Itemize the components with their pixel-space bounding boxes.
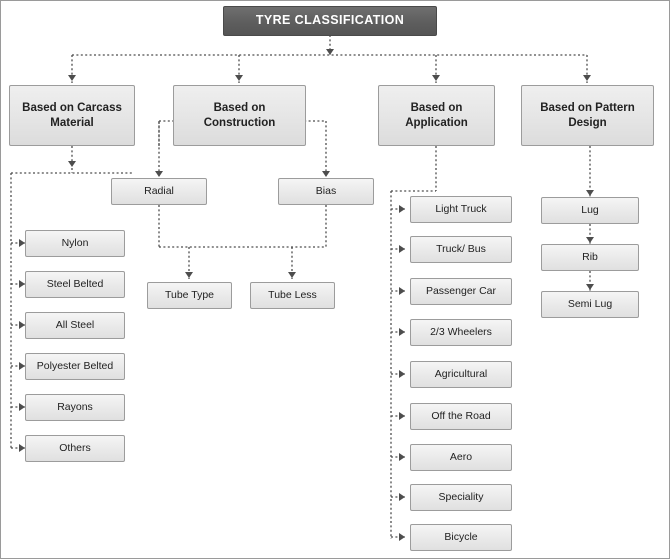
arrow-icon [322, 171, 330, 177]
arrow-icon [399, 412, 405, 420]
leaf-radial[interactable]: Radial [111, 178, 207, 205]
arrow-icon [235, 75, 243, 81]
leaf-lug[interactable]: Lug [541, 197, 639, 224]
category-application[interactable]: Based on Application [378, 85, 495, 146]
leaf-tube-less[interactable]: Tube Less [250, 282, 335, 309]
category-carcass-material[interactable]: Based on Carcass Material [9, 85, 135, 146]
leaf-rib[interactable]: Rib [541, 244, 639, 271]
arrow-icon [586, 237, 594, 243]
arrow-icon [586, 284, 594, 290]
diagram-title: TYRE CLASSIFICATION [223, 6, 437, 36]
arrow-icon [399, 328, 405, 336]
leaf-rayons[interactable]: Rayons [25, 394, 125, 421]
leaf-speciality[interactable]: Speciality [410, 484, 512, 511]
arrow-icon [155, 171, 163, 177]
leaf-agricultural[interactable]: Agricultural [410, 361, 512, 388]
arrow-icon [68, 75, 76, 81]
arrow-icon [586, 190, 594, 196]
leaf-bias[interactable]: Bias [278, 178, 374, 205]
arrow-icon [399, 453, 405, 461]
arrow-icon [399, 533, 405, 541]
arrow-icon [68, 161, 76, 167]
arrow-icon [288, 272, 296, 278]
leaf-polyester-belted[interactable]: Polyester Belted [25, 353, 125, 380]
arrow-icon [399, 245, 405, 253]
leaf-tube-type[interactable]: Tube Type [147, 282, 232, 309]
leaf-all-steel[interactable]: All Steel [25, 312, 125, 339]
leaf-steel-belted[interactable]: Steel Belted [25, 271, 125, 298]
leaf-others[interactable]: Others [25, 435, 125, 462]
leaf-bicycle[interactable]: Bicycle [410, 524, 512, 551]
leaf-aero[interactable]: Aero [410, 444, 512, 471]
arrow-icon [326, 49, 334, 55]
arrow-icon [432, 75, 440, 81]
arrow-icon [185, 272, 193, 278]
category-construction[interactable]: Based on Construction [173, 85, 306, 146]
leaf-light-truck[interactable]: Light Truck [410, 196, 512, 223]
leaf-passenger-car[interactable]: Passenger Car [410, 278, 512, 305]
arrow-icon [399, 287, 405, 295]
category-pattern-design[interactable]: Based on Pattern Design [521, 85, 654, 146]
arrow-icon [399, 205, 405, 213]
leaf-truck-bus[interactable]: Truck/ Bus [410, 236, 512, 263]
leaf-semi-lug[interactable]: Semi Lug [541, 291, 639, 318]
arrow-icon [583, 75, 591, 81]
leaf-off-the-road[interactable]: Off the Road [410, 403, 512, 430]
leaf-2-3-wheelers[interactable]: 2/3 Wheelers [410, 319, 512, 346]
arrow-icon [399, 370, 405, 378]
arrow-icon [399, 493, 405, 501]
leaf-nylon[interactable]: Nylon [25, 230, 125, 257]
